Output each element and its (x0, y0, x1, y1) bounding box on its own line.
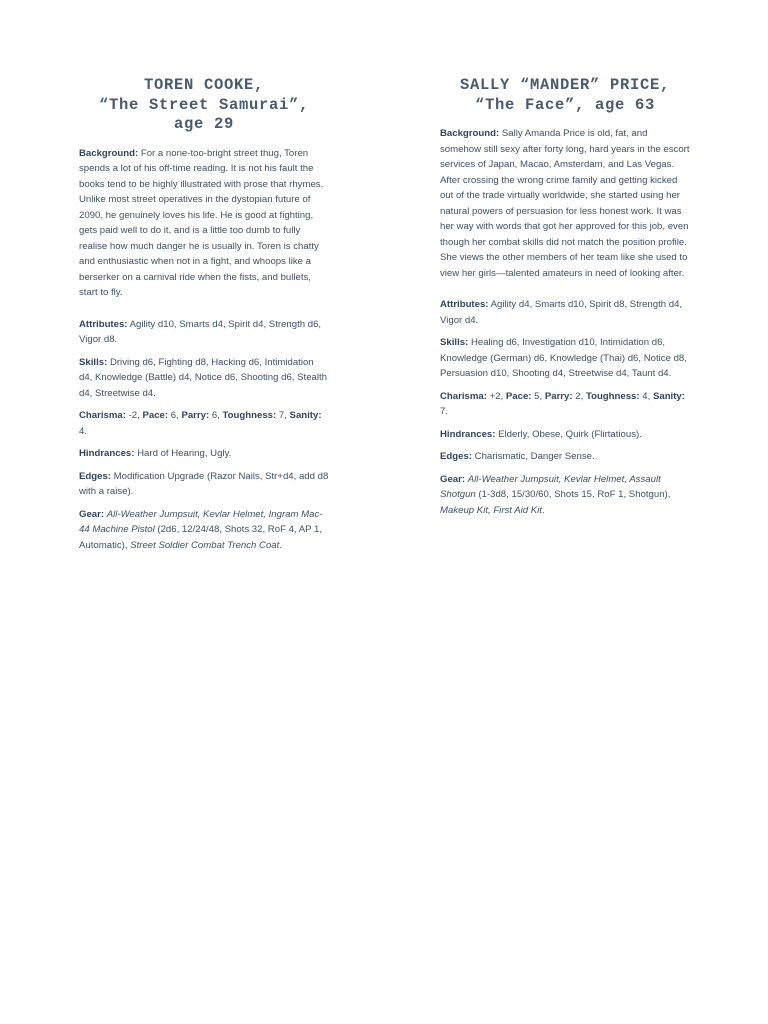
hindrances-line (440, 427, 690, 443)
character-title (440, 76, 690, 115)
toughness-value: 7, (278, 410, 287, 421)
edges-value: Modification Upgrade (Razor Nails, Str+d4, add d8 with a raise). (79, 470, 329, 497)
attributes-line (440, 297, 690, 328)
sanity-label: Sanity: (289, 410, 322, 421)
toughness-value: 4, (642, 390, 651, 402)
derived-stats-line (440, 389, 690, 420)
skills-value: Driving d6, Fighting d8, Hacking d6, Intimidation d4, Knowledge (Battle) d4, Notice d6, Shooting d6, Stealth d4, Streetwise d4. (79, 356, 327, 399)
title-line: age 29 (173, 115, 234, 133)
title-line: “The Face”, age 63 (474, 95, 656, 114)
character-title (79, 76, 329, 135)
edges-value: Charismatic, Danger Sense. (474, 451, 595, 462)
gear-line (79, 507, 329, 554)
attributes-label: Attributes: (79, 318, 128, 330)
charisma-label: Charisma: (79, 410, 126, 421)
gear-items: All-Weather Jumpsuit, Kevlar Helmet, Ingram Mac-44 Machine Pistol (79, 508, 323, 535)
parry-value: 6, (211, 410, 220, 421)
sanity-value: 7. (440, 406, 449, 417)
skills-line (79, 355, 329, 402)
skills-label: Skills: (79, 356, 108, 368)
attributes-value: Agility d10, Smarts d4, Spirit d4, Strength d6, Vigor d8. (79, 318, 322, 345)
background-text: For a none-too-bright street thug, Toren spends a lot of his off-time reading. It is not his fault the books tend to be highly illustrated with prose that rhymes. Unlike most street operatives in the dystopian future of 2090, he genuinely loves his life. He is good at fighting, gets paid well to do it, and is a little too dumb to fully realise how much danger he is usually in. Toren is chatty and enthusiastic when not in a fight, and whoops like a berserker on a carnival ride when the fists, and bullets, start to fly. (79, 147, 324, 298)
attributes-label: Attributes: (440, 299, 489, 310)
sanity-label: Sanity: (652, 390, 685, 402)
sanity-value: 4. (79, 425, 88, 437)
edges-line (79, 469, 329, 500)
character-toren-cooke (79, 76, 329, 560)
skills-line (440, 335, 690, 382)
hindrances-label: Hindrances: (440, 428, 496, 440)
hindrances-line (79, 446, 329, 462)
character-sally-price (440, 76, 690, 525)
derived-stats-line (79, 408, 329, 439)
background-label: Background: (79, 147, 139, 159)
attributes-value: Agility d4, Smarts d10, Spirit d8, Strength d4, Vigor d4. (440, 299, 683, 326)
edges-label: Edges: (79, 470, 111, 482)
parry-label: Parry: (544, 390, 573, 402)
gear-end: . (279, 539, 282, 551)
hindrances-value: Hard of Hearing, Ugly. (137, 448, 232, 459)
pace-label: Pace: (142, 410, 169, 421)
background-paragraph (440, 126, 690, 281)
background-paragraph (79, 146, 329, 301)
pace-label: Pace: (505, 390, 532, 402)
background-text: Sally Amanda Price is old, fat, and somehow still sexy after forty long, hard years in the escort services of Japan, Macao, Amsterdam, and Las Vegas. After crossing the wrong crime family and getting kicked out of the trade virtually worldwide, she started using her natural powers of persuasion for less honest work. It was her way with words that got her approved for this job, even though her combat skills did not match the position profile. She views the other members of her team like she used to view her girls—talented amateurs in need of looking after. (440, 128, 690, 279)
gear-end: . (542, 504, 545, 516)
gear-label: Gear: (79, 508, 105, 520)
gear-label: Gear: (440, 473, 466, 485)
attributes-line (79, 317, 329, 348)
edges-label: Edges: (440, 451, 472, 462)
skills-value: Healing d6, Investigation d10, Intimidation d6, Knowledge (German) d6, Knowledge (Thai) d6, Notice d8, Persuasion d10, Shooting d4, Streetwise d4, Taunt d4. (440, 337, 687, 379)
gear-items: All-Weather Jumpsuit, Kevlar Helmet, Assault Shotgun (440, 473, 661, 500)
gear-stats: (2d6, 12/24/48, Shots 32, RoF 4, AP 1, Automatic), (79, 524, 323, 551)
background-label: Background: (440, 128, 500, 139)
charisma-value: -2, (128, 410, 140, 421)
pace-value: 5, (534, 390, 543, 402)
skills-label: Skills: (440, 337, 469, 348)
charisma-label: Charisma: (440, 390, 487, 402)
charisma-value: +2, (489, 390, 504, 402)
pace-value: 6, (170, 410, 179, 421)
hindrances-label: Hindrances: (79, 448, 135, 459)
parry-label: Parry: (181, 410, 210, 421)
title-line: TOREN COOKE, (143, 76, 265, 94)
title-line: “The Street Samurai”, (98, 95, 310, 114)
parry-value: 2, (575, 390, 584, 402)
gear-items: Makeup Kit, First Aid Kit (440, 504, 543, 516)
title-line: SALLY “MANDER” PRICE, (459, 76, 671, 94)
toughness-label: Toughness: (585, 390, 640, 402)
gear-items: Street Soldier Combat Trench Coat (130, 539, 280, 551)
gear-stats: (1-3d8, 15/30/60, Shots 15, RoF 1, Shotgun), (475, 489, 671, 500)
toughness-label: Toughness: (222, 410, 277, 421)
gear-line (440, 472, 690, 519)
hindrances-value: Elderly, Obese, Quirk (Flirtatious). (498, 428, 642, 440)
edges-line (440, 449, 690, 465)
